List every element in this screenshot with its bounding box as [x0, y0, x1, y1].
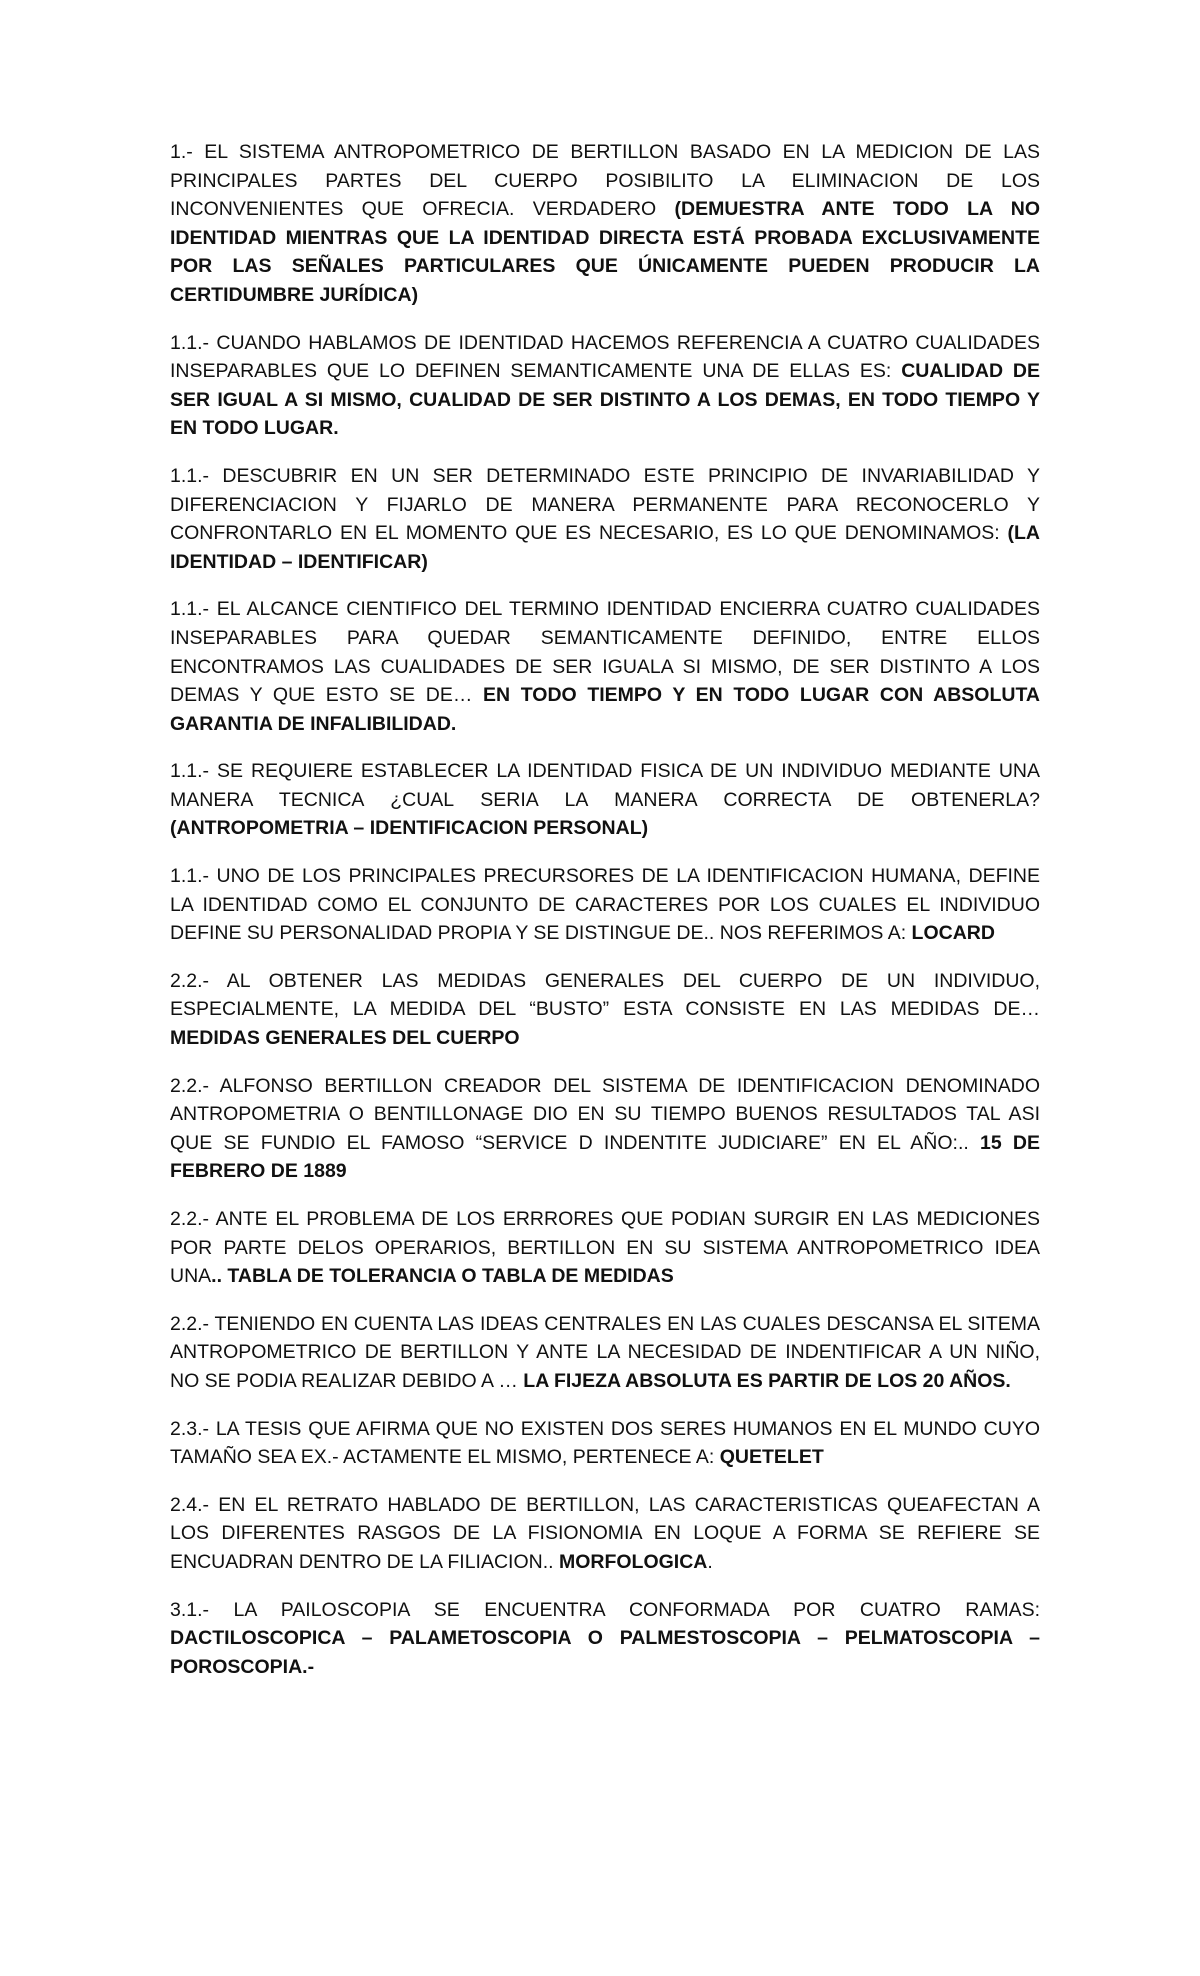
paragraph-text: 2.2.- ANTE EL PROBLEMA DE LOS ERRRORES QUE PODIAN SURGIR EN LAS MEDICIONES POR PARTE DELOS OPERARIOS, BERTILLON EN SU SISTEMA ANTROPOMETRICO IDEA UNA [170, 1208, 1040, 1288]
question-paragraph [170, 1072, 1040, 1186]
paragraph-answer: CUALIDAD DE SER IGUAL A SI MISMO, CUALIDAD DE SER DISTINTO A LOS DEMAS, EN TODO TIEMPO Y EN TODO LUGAR. [170, 360, 1040, 440]
paragraph-tail: . [707, 1550, 713, 1573]
paragraph-text: 1.1.- DESCUBRIR EN UN SER DETERMINADO ESTE PRINCIPIO DE INVARIABILIDAD Y DIFERENCIACION Y FIJARLO DE MANERA PERMANENTE PARA RECONOCERLO Y CONFRONTARLO EN EL MOMENTO QUE ES NECESARIO, ES LO QUE DENOMINAMOS: [170, 464, 1040, 545]
question-paragraph [170, 1491, 1040, 1577]
paragraph-text: 1.1.- SE REQUIERE ESTABLECER LA IDENTIDAD FISICA DE UN INDIVIDUO MEDIANTE UNA MANERA TECNICA ¿CUAL SERIA LA MANERA CORRECTA DE OBTENERLA? [170, 760, 1040, 811]
question-paragraph [170, 1596, 1040, 1682]
paragraph-answer: EN TODO TIEMPO Y EN TODO LUGAR CON ABSOLUTA GARANTIA DE INFALIBILIDAD. [170, 684, 1040, 735]
paragraph-text: 1.- EL SISTEMA ANTROPOMETRICO DE BERTILLON BASADO EN LA MEDICION DE LAS PRINCIPALES PARTES DEL CUERPO POSIBILITO LA ELIMINACION DE LOS INCONVENIENTES QUE OFRECIA. VERDADERO [170, 141, 1040, 221]
paragraph-text: 2.4.- EN EL RETRATO HABLADO DE BERTILLON, LAS CARACTERISTICAS QUEAFECTAN A LOS DIFERENTES RASGOS DE LA FISIONOMIA EN LOQUE A FORMA SE REFIERE SE ENCUADRAN DENTRO DE LA FILIACION.. [170, 1493, 1040, 1573]
question-paragraph [170, 462, 1040, 576]
paragraph-answer: MEDIDAS GENERALES DEL CUERPO [170, 1027, 520, 1050]
paragraph-text: 2.3.- LA TESIS QUE AFIRMA QUE NO EXISTEN DOS SERES HUMANOS EN EL MUNDO CUYO TAMAÑO SEA EX.- ACTAMENTE EL MISMO, PERTENECE A: [170, 1417, 1040, 1469]
question-paragraph [170, 862, 1040, 948]
paragraph-answer: (ANTROPOMETRIA – IDENTIFICACION PERSONAL) [170, 817, 649, 840]
question-paragraph [170, 1205, 1040, 1291]
paragraph-text: 2.2.- AL OBTENER LAS MEDIDAS GENERALES DEL CUERPO DE UN INDIVIDUO, ESPECIALMENTE, LA MEDIDA DEL “BUSTO” ESTA CONSISTE EN LAS MEDIDAS DE… [170, 969, 1040, 1021]
paragraph-text: 1.1.- EL ALCANCE CIENTIFICO DEL TERMINO IDENTIDAD ENCIERRA CUATRO CUALIDADES INSEPARABLES PARA QUEDAR SEMANTICAMENTE DEFINIDO, ENTRE ELLOS ENCONTRAMOS LAS CUALIDADES DE SER IGUALA SI MISMO, DE SER DISTINTO A LOS DEMAS Y QUE ESTO SE DE… [170, 598, 1040, 707]
question-paragraph [170, 138, 1040, 310]
document-page [170, 138, 1040, 1700]
paragraph-text: 2.2.- TENIENDO EN CUENTA LAS IDEAS CENTRALES EN LAS CUALES DESCANSA EL SITEMA ANTROPOMETRICO DE BERTILLON Y ANTE LA NECESIDAD DE INDENTIFICAR A UN NIÑO, NO SE PODIA REALIZAR DEBIDO A … [170, 1312, 1040, 1392]
paragraph-answer: LOCARD [911, 922, 995, 945]
paragraph-answer: (DEMUESTRA ANTE TODO LA NO IDENTIDAD MIENTRAS QUE LA IDENTIDAD DIRECTA ESTÁ PROBADA EXCLUSIVAMENTE POR LAS SEÑALES PARTICULARES QUE ÚNICAMENTE PUEDEN PRODUCIR LA CERTIDUMBRE JURÍDICA) [170, 198, 1040, 306]
question-paragraph [170, 757, 1040, 843]
paragraph-text: 2.2.- ALFONSO BERTILLON CREADOR DEL SISTEMA DE IDENTIFICACION DENOMINADO ANTROPOMETRIA O BENTILLONAGE DIO EN SU TIEMPO BUENOS RESULTADOS TAL ASI QUE SE FUNDIO EL FAMOSO “SERVICE D INDENTITE JUDICIARE” EN EL AÑO:.. [170, 1074, 1040, 1154]
paragraph-answer: 15 DE FEBRERO DE 1889 [170, 1131, 1040, 1183]
paragraph-answer: LA FIJEZA ABSOLUTA ES PARTIR DE LOS 20 AÑOS. [523, 1369, 1011, 1392]
paragraph-answer: .. TABLA DE TOLERANCIA O TABLA DE MEDIDAS [211, 1265, 674, 1288]
paragraph-text: 1.1.- UNO DE LOS PRINCIPALES PRECURSORES DE LA IDENTIFICACION HUMANA, DEFINE LA IDENTIDAD COMO EL CONJUNTO DE CARACTERES POR LOS CUALES EL INDIVIDUO DEFINE SU PERSONALIDAD PROPIA Y SE DISTINGUE DE.. NOS REFERIMOS A: [170, 865, 1040, 945]
question-paragraph [170, 1310, 1040, 1396]
question-paragraph [170, 329, 1040, 443]
paragraph-answer: MORFOLOGICA [558, 1550, 708, 1573]
paragraph-answer: DACTILOSCOPICA – PALAMETOSCOPIA O PALMESTOSCOPIA – PELMATOSCOPIA – POROSCOPIA.- [170, 1627, 1040, 1678]
paragraph-answer: (LA IDENTIDAD – IDENTIFICAR) [170, 522, 1040, 573]
paragraph-answer: QUETELET [719, 1446, 824, 1469]
paragraph-text: 3.1.- LA PAILOSCOPIA SE ENCUENTRA CONFORMADA POR CUATRO RAMAS: [170, 1598, 1040, 1621]
paragraph-text: 1.1.- CUANDO HABLAMOS DE IDENTIDAD HACEMOS REFERENCIA A CUATRO CUALIDADES INSEPARABLES QUE LO DEFINEN SEMANTICAMENTE UNA DE ELLAS ES: [170, 331, 1040, 383]
question-paragraph [170, 1415, 1040, 1472]
question-paragraph [170, 967, 1040, 1053]
question-paragraph [170, 595, 1040, 738]
